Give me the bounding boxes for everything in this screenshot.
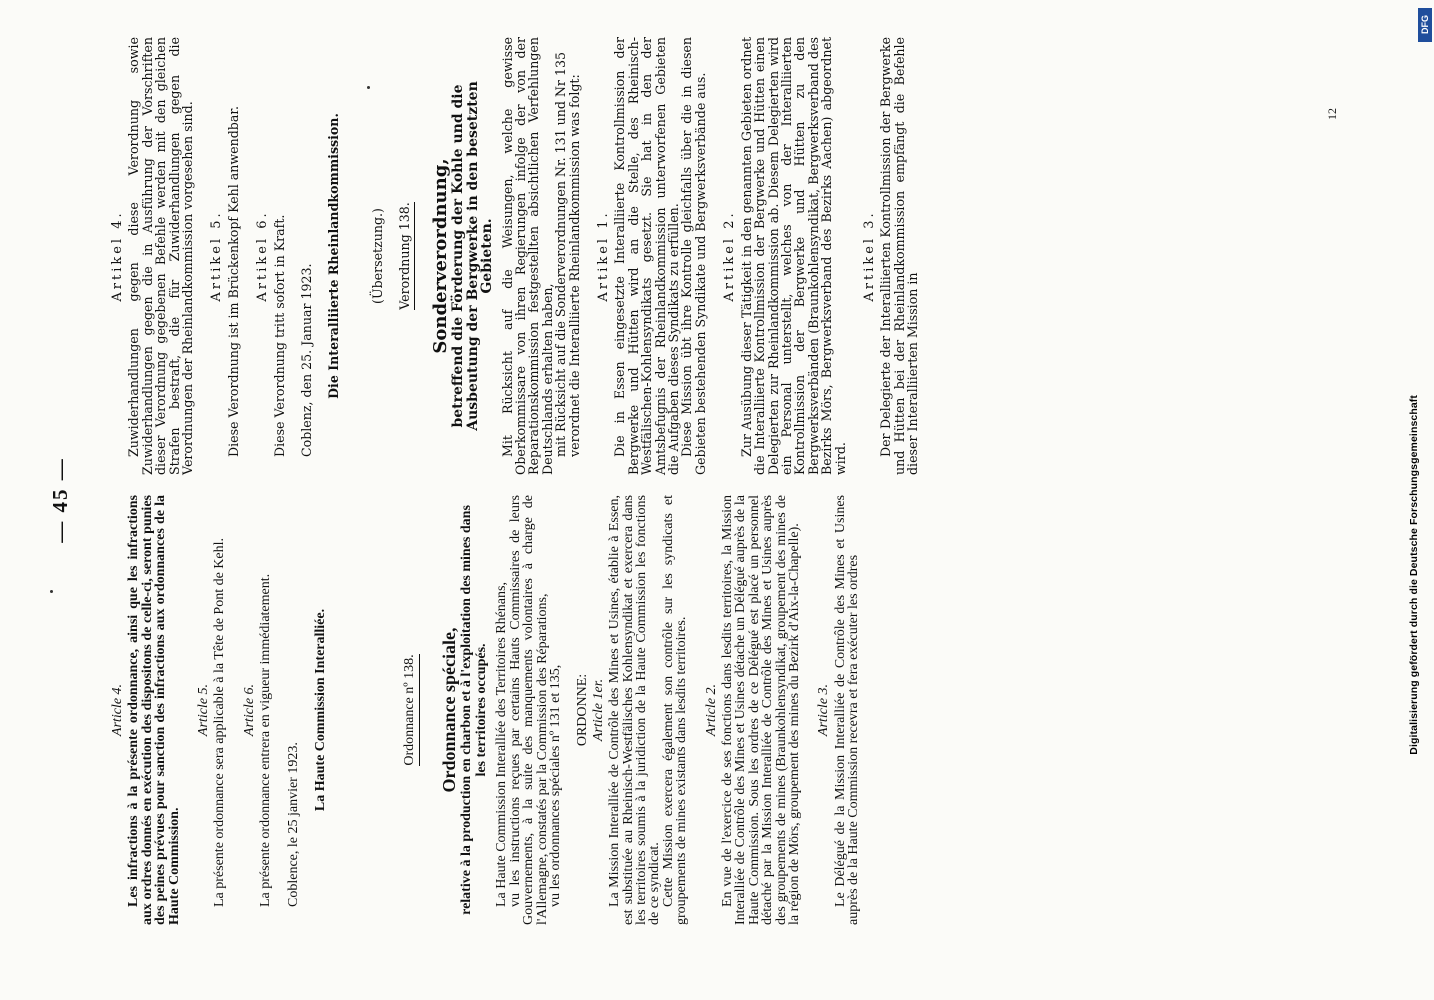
speck-mark [367,86,370,89]
fr-article-3-title: Article 3. [816,683,832,737]
fr-ordinance-title: Ordonnance spéciale, [438,627,459,793]
de-article-5-title: Artikel 5. [209,210,225,302]
de-preamble-2: mit Rücksicht auf die Sonderverordnungen Nr. 131 und Nr 135 [553,52,569,457]
french-column [95,495,861,925]
de-ordinance-number: Verordnung 138. [398,37,411,475]
fr-ordinance-number: Ordonnance nº 138. [403,495,416,925]
de-preamble-1: Mit Rücksicht auf die Weisungen, welche gewisse Oberkommissare von ihren Regierungen infolge der von der Reparationskommission festgestellten absichtlichen Verfehlungen Deutschlands erhalten haben, [499,37,555,475]
fr-article-1-text-1: La Mission Interalliée de Contrôle des Mines et Usines, établie à Essen, est substituée au Rheinisch-Westfälisches Kohlensyndikat et exercera dans les territoires soumis à la juridiction de la Haute Commission les fonctions de ce syndicat. [607,495,663,925]
de-article-1-text-2: Diese Mission übt ihre Kontrolle gleichfalls über die in diesen Gebieten bestehenden Syndikate und Bergwerksverbände aus. [679,37,708,475]
fr-article-1-text-2: Cette Mission exercera également son contrôle sur les syndicats et groupements de mines existants dans lesdits territoires. [660,495,690,925]
fr-article-1-title: Article 1er. [590,678,606,742]
fr-article-6-title: Article 6. [241,683,257,737]
speck-mark [50,590,53,593]
dfg-logo-icon: DFG [1418,8,1432,42]
fr-ordonne: ORDONNE: [575,673,591,747]
de-article-1-text-1: Die in Essen eingesetzte Interalliierte Kontrollmission der Bergwerke und Hütten wird an die Stelle, des Rheinisch-Westfälischen-Kohlensyndikats gesetzt. Sie hat in den der Amtsbefugnis der Rheinlandkommission unterworfenen Gebieten die Aufgaben dieses Syndikats zu erfüllen. [612,37,682,475]
de-article-1-title: Artikel 1. [596,210,612,302]
fr-article-3-text: Le Délégué de la Mission Interalliée de Contrôle des Mines et Usines auprès de la Haute Commission recevra et fera exécuter les ordres [832,495,862,925]
fr-signature: La Haute Commission Interalliée. [313,608,329,812]
de-ordinance-subtitle: betreffend die Förderung der Kohle und die Ausbeutung der Bergwerke in den besetzten Gebieten. [450,81,496,431]
de-article-3-text: Der Delegierte der Interalliierten Kontrollmission der Bergwerke und Hütten bei der Rheinlandkommission empfängt die Befehle dieser Interalliierten Mission in [878,37,921,475]
de-ordinance-title: Sonderverordnung, [429,158,451,354]
fr-article-5-text: La présente ordonnance sera applicable à la Tête de Pont de Kehl. [212,537,228,907]
german-column [95,37,920,475]
footer-number: 12 [1325,108,1339,120]
de-article-5-text: Diese Verordnung ist im Brückenkopf Kehl anwendbar. [225,106,241,457]
de-article-2-text: Zur Ausübung dieser Tätigkeit in den genannten Gebieten ordnet die Interalliierte Kontrollmission der Bergwerke und Hütten einen Delegierten zur Rheinlandkommission ab. Diesem Delegierten wird ein Personal unterstellt, welches von der Interalliierten Kontrollmission der Bergwerke und Hütten zu den Bergwerksverbänden (Braunkohlensyndikat, Bergwerksverband des Bezirks Mörs, Bergwerksverband des Bezirks Aachen) abgeordnet wird. [738,37,848,475]
fr-article-6-text: La présente ordonnance entrera en vigueur immédiatement. [258,573,274,907]
de-article-4-title: Artikel 4. [110,210,125,302]
de-article-6-text: Diese Verordnung tritt sofort in Kraft. [271,214,287,457]
fr-article-2-text: En vue de l'exercice de ses fonctions dans lesdits territoires, la Mission Interalliée de Contrôle des Mines et Usines détache un Délégué auprès de la Haute Commission. Sous les ordres de ce Délégué est placé un personnel détaché par la Mission Interalliée de Contrôle des Mines et Usines auprès des groupements de mines (Braunkohlensyndikat, groupement des mines de la région de Mörs, groupement des mines du Bezirk d'Aix-la-Chapelle). [719,495,802,925]
fr-ordinance-subtitle: relative à la production en charbon et à l'exploitation des mines dans les territoires occupés. [459,505,489,915]
fr-article-2-title: Article 2. [703,683,719,737]
de-signature: Die Interalliierte Rheinlandkommission. [326,113,342,399]
digitization-sidebar [1400,0,1434,1000]
de-translation-note: (Übersetzung.) [369,208,385,304]
de-article-4-text: Zuwiderhandlungen gegen diese Verordnung sowie Zuwiderhandlungen gegen die in Ausführung der Vorschriften dieser Verordnung gegebenen Befehle werden mit den gleichen Strafen bestraft, die für Zuwiderhandlungen gegen die Verordnungen der Rheinlandkommission vorgesehen sind. [126,37,196,475]
fr-article-4-text: Les infractions à la présente ordonnance, ainsi que les infractions aux ordres donnés en exécution des dispositons de celle-ci, seront punies des peines prévues pour sanction des infractions aux ordonnances de la Haute Commission. [126,495,182,925]
de-article-6-title: Artikel 6. [255,210,271,302]
digitization-note: Digitalisierung gefördert durch die Deutsche Forschungsgemeinschaft [1408,395,1420,755]
fr-preamble-2: vu les instructions reçues par certains Hauts Commissaires de leurs Gouvernements, à la suite des manquements volontaires à charge de l'Allemagne, constatés par la Commission des Réparations, [507,495,550,925]
de-preamble-3: verordnet die Interalliierte Rheinlandkommission was folgt: [566,74,582,457]
fr-article-4-title: Article 4. [110,683,125,737]
de-article-2-title: Artikel 2. [722,210,738,302]
fr-preamble-3: vu les ordonnances spéciales nº 131 et 135, [547,664,563,907]
fr-preamble-1: La Haute Commission Interalliée des Territoires Rhénans, [494,582,510,907]
de-date: Coblenz, den 25. Januar 1923. [299,263,315,457]
fr-date: Coblence, le 25 janvier 1923. [285,742,301,907]
page-number: — 45 — [48,457,72,543]
de-article-3-title: Artikel 3. [861,210,877,302]
fr-article-5-title: Article 5. [196,683,212,737]
